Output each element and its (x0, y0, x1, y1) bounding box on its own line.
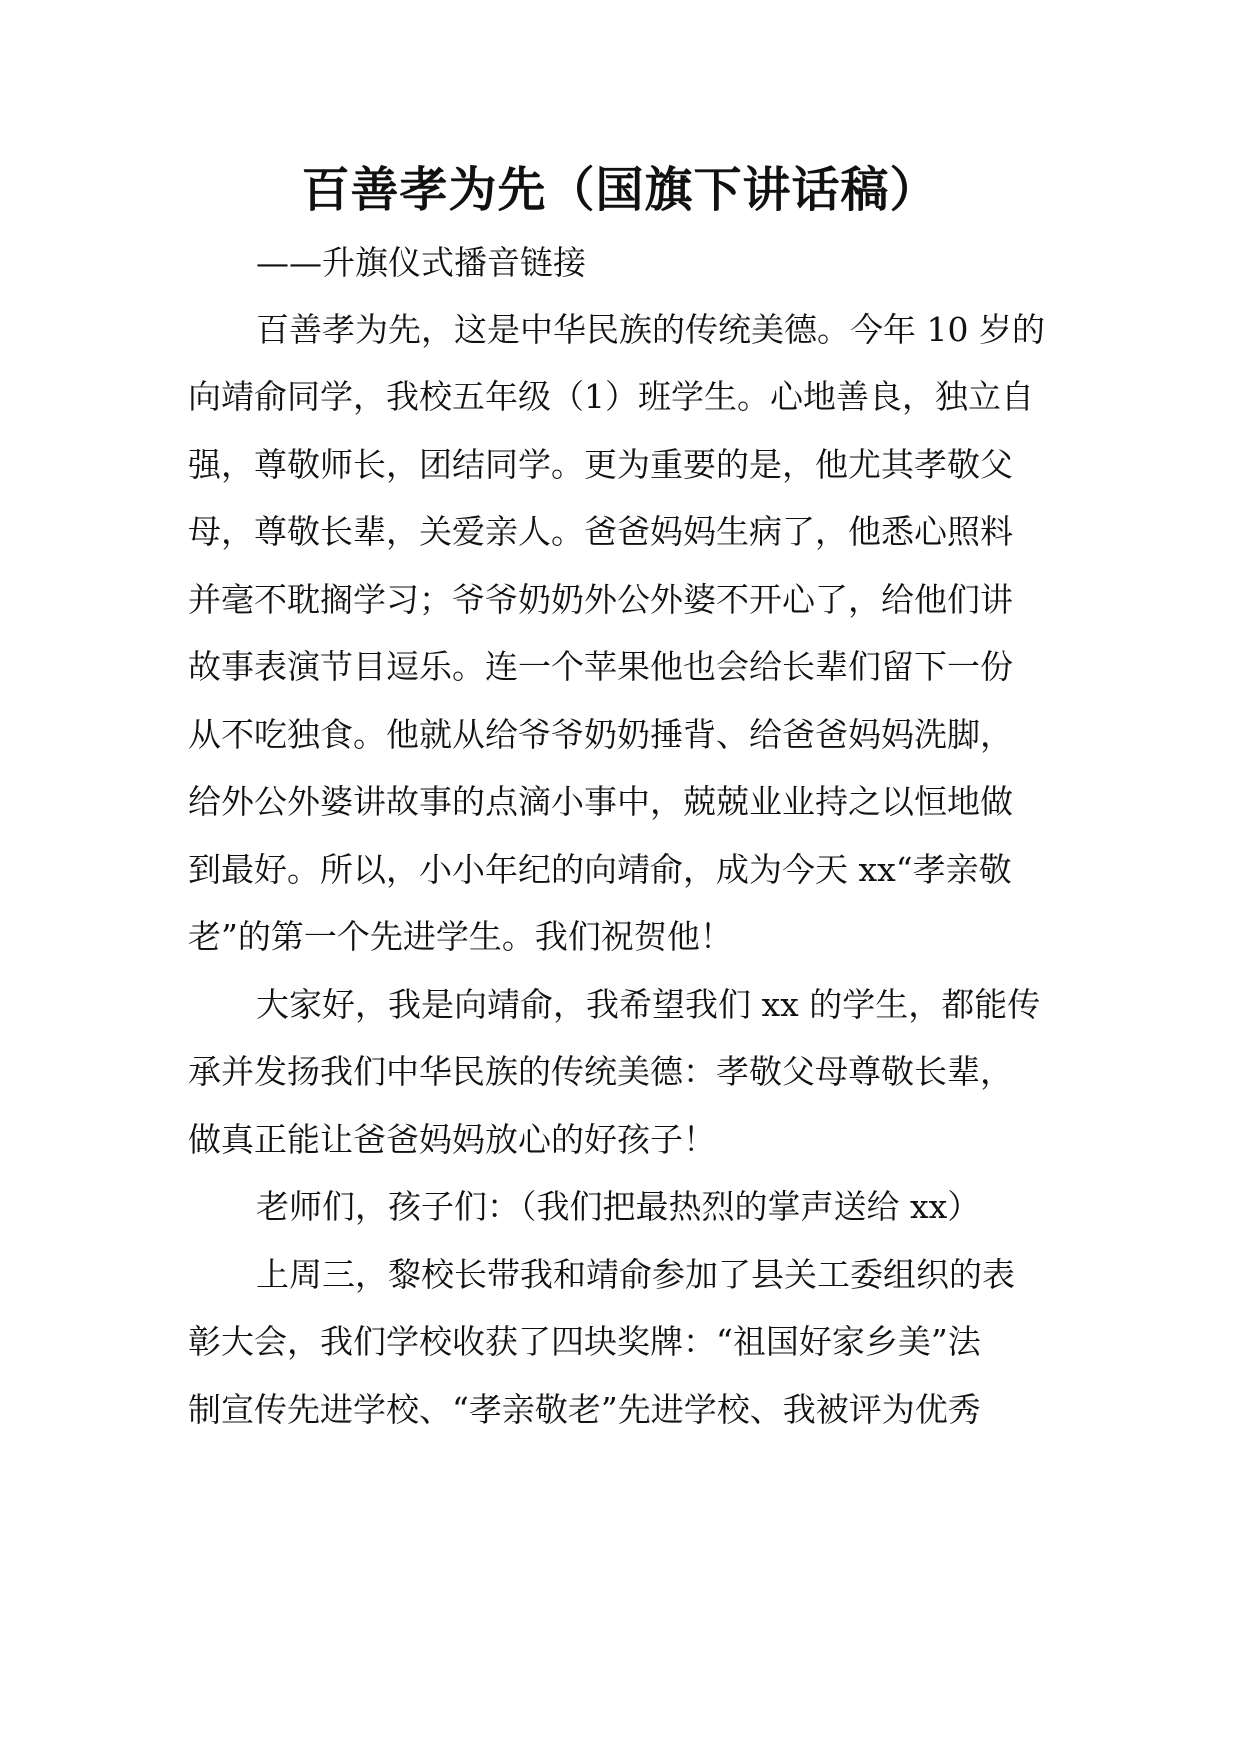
paragraph-1-line-5: 并毫不耽搁学习；爷爷奶奶外公外婆不开心了，给他们讲 (188, 580, 1013, 619)
document-title: 百善孝为先（国旗下讲话稿） (301, 162, 939, 218)
paragraph-1-line-10: 老”的第一个先进学生。我们祝贺他！ (188, 917, 733, 956)
paragraph-1-line-7: 从不吃独食。他就从给爷爷奶奶捶背、给爸爸妈妈洗脚， (188, 715, 1013, 754)
paragraph-1-line-6: 故事表演节目逗乐。连一个苹果他也会给长辈们留下一份 (188, 647, 1013, 686)
paragraph-2-line-3: 做真正能让爸爸妈妈放心的好孩子！ (188, 1120, 716, 1159)
paragraph-1-line-4: 母，尊敬长辈，关爱亲人。爸爸妈妈生病了，他悉心照料 (188, 512, 1013, 551)
paragraph-4-line-1: 上周三，黎校长带我和靖俞参加了县关工委组织的表 (256, 1255, 1015, 1294)
paragraph-4-line-3: 制宣传先进学校、“孝亲敬老”先进学校、我被评为优秀 (188, 1390, 981, 1429)
paragraph-1-line-9: 到最好。所以，小小年纪的向靖俞，成为今天 xx“孝亲敬 (188, 850, 1012, 889)
paragraph-2-line-1: 大家好，我是向靖俞，我希望我们 xx 的学生，都能传 (256, 985, 1041, 1024)
paragraph-3: 老师们，孩子们：（我们把最热烈的掌声送给 xx） (256, 1187, 981, 1226)
paragraph-1-line-3: 强，尊敬师长，团结同学。更为重要的是，他尤其孝敬父 (188, 445, 1013, 484)
paragraph-1-line-2: 向靖俞同学，我校五年级（1）班学生。心地善良，独立自 (188, 377, 1034, 416)
subtitle: ——升旗仪式播音链接 (256, 243, 586, 282)
paragraph-2-line-2: 承并发扬我们中华民族的传统美德：孝敬父母尊敬长辈， (188, 1052, 1013, 1091)
paragraph-1-line-8: 给外公外婆讲故事的点滴小事中，兢兢业业持之以恒地做 (188, 782, 1013, 821)
paragraph-1-line-1: 百善孝为先，这是中华民族的传统美德。今年 10 岁的 (256, 310, 1045, 349)
paragraph-4-line-2: 彰大会，我们学校收获了四块奖牌：“祖国好家乡美”法 (188, 1322, 981, 1361)
